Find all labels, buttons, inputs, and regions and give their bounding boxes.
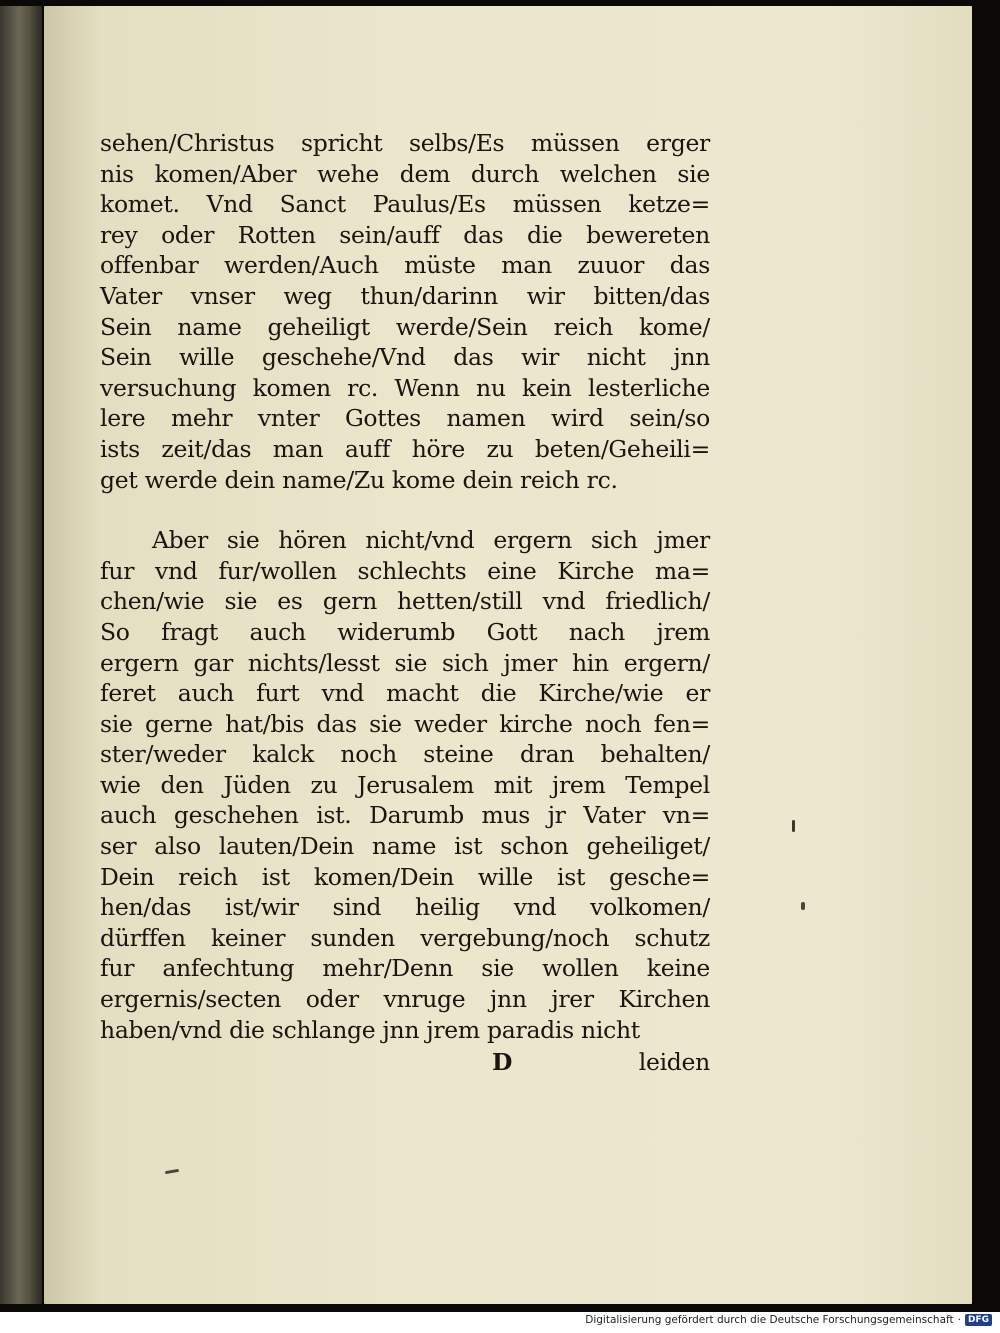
paragraph-1	[100, 128, 710, 495]
text-line: ists zeit/das man auff höre zu beten/Geheili=	[100, 434, 710, 463]
text-line: rey oder Rotten sein/auff das die bewereten	[100, 220, 710, 249]
text-line: versuchung komen rc. Wenn nu kein lesterliche	[100, 373, 710, 402]
text-line: Dein reich ist komen/Dein wille ist gesche=	[100, 862, 710, 891]
book-page	[44, 6, 972, 1304]
text-line: Sein name geheiligt werde/Sein reich kome/	[100, 312, 710, 341]
text-line: hen/das ist/wir sind heilig vnd volkomen/	[100, 893, 710, 922]
text-line: haben/vnd die schlange jnn jrem paradis nicht	[100, 1015, 640, 1044]
ink-speck	[801, 902, 805, 910]
text-line: Sein wille geschehe/Vnd das wir nicht jnn	[100, 343, 710, 372]
text-line: get werde dein name/Zu kome dein reich rc.	[100, 465, 618, 494]
text-line: chen/wie sie es gern hetten/still vnd friedlich/	[100, 587, 710, 616]
catchword: leiden	[638, 1048, 710, 1077]
text-line: fur anfechtung mehr/Denn sie wollen keine	[100, 954, 710, 983]
text-line: ser also lauten/Dein name ist schon geheiliget/	[100, 832, 710, 861]
paragraph-2	[100, 525, 710, 1045]
text-line: ergernis/secten oder vnruge jnn jrer Kirchen	[100, 985, 710, 1014]
text-line: sie gerne hat/bis das sie weder kirche noch fen=	[100, 709, 710, 738]
text-line: dürffen keiner sunden vergebung/noch schutz	[100, 923, 710, 952]
dfg-logo-icon: DFG	[965, 1314, 992, 1326]
text-line: Aber sie hören nicht/vnd ergern sich jmer	[152, 526, 710, 555]
text-line: wie den Jüden zu Jerusalem mit jrem Tempel	[100, 770, 710, 799]
credit-text: Digitalisierung gefördert durch die Deutsche Forschungsgemeinschaft	[585, 1314, 954, 1326]
text-line: nis komen/Aber wehe dem durch welchen sie	[100, 159, 710, 188]
text-line: feret auch furt vnd macht die Kirche/wie er	[100, 679, 710, 708]
text-line: So fragt auch widerumb Gott nach jrem	[100, 617, 710, 646]
text-line: komet. Vnd Sanct Paulus/Es müssen ketze=	[100, 190, 710, 219]
book-spine	[0, 6, 42, 1304]
paragraph-gap	[100, 495, 710, 525]
signature-mark: D	[492, 1048, 513, 1077]
text-line: fur vnd fur/wollen schlechts eine Kirche ma=	[100, 556, 710, 585]
ink-speck	[792, 820, 795, 832]
text-line: sehen/Christus spricht selbs/Es müssen erger	[100, 129, 710, 157]
text-line: ster/weder kalck noch steine dran behalten/	[100, 740, 710, 769]
page-footer-row	[100, 1047, 710, 1081]
text-line: auch geschehen ist. Darumb mus jr Vater vn=	[100, 801, 710, 830]
text-line: Vater vnser weg thun/darinn wir bitten/das	[100, 281, 710, 310]
text-line: lere mehr vnter Gottes namen wird sein/so	[100, 404, 710, 433]
text-line: offenbar werden/Auch müste man zuuor das	[100, 251, 710, 280]
digitization-credit: Digitalisierung gefördert durch die Deutsche Forschungsgemeinschaft · DFG	[585, 1314, 992, 1326]
text-line: ergern gar nichts/lesst sie sich jmer hin ergern/	[100, 648, 710, 677]
text-block	[100, 128, 710, 1081]
